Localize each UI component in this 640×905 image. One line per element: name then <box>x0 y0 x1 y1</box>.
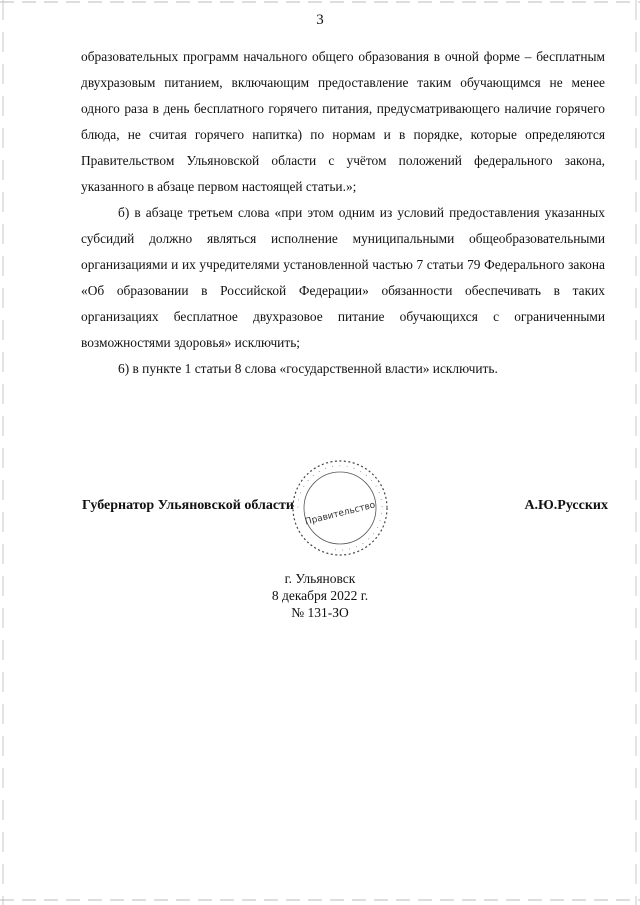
document-footer <box>0 570 640 621</box>
paragraph-continuation: образовательных программ начального общего образования в очной форме – бесплатным двухразовым питанием, включающим предоставление таким обучающимся не менее одного раза в день бесплатного горячего питания, предусматривающего наличие горячего блюда, не считая горячего напитка) по нормам и в порядке, которые определяются Правительством Ульяновской области с учётом положений федерального закона, указанного в абзаце первом настоящей статьи.»; <box>81 49 605 194</box>
document-body <box>81 44 605 382</box>
stamp-text: Правительство <box>304 500 377 528</box>
footer-number: № 131-ЗО <box>291 605 349 620</box>
signatory-title: Губернатор Ульяновской области <box>82 498 294 513</box>
paragraph-b: б) в абзаце третьем слова «при этом одним из условий предоставления указанных субсидий должно являться исполнение муниципальными общеобразовательными организациями и их учредителями установленной частью 7 статьи 79 Федерального закона «Об образовании в Российской Федерации» обязанности обеспечивать в таких организациях бесплатное двухразовое питание обучающихся с ограниченными возможностями здоровья» исключить; <box>81 205 605 350</box>
footer-date: 8 декабря 2022 г. <box>271 588 369 603</box>
svg-text:· · · · · · · · · · · · · · ·: · · · · · · · · · · · · · · · · · · · · · · · · · · · · · <box>294 462 386 554</box>
footer-city: г. Ульяновск <box>284 571 356 586</box>
signatory-name: А.Ю.Русских <box>524 498 608 513</box>
page-number: 3 <box>316 12 324 28</box>
official-stamp <box>290 458 390 558</box>
paragraph-6: 6) в пункте 1 статьи 8 слова «государственной власти» исключить. <box>118 361 498 376</box>
